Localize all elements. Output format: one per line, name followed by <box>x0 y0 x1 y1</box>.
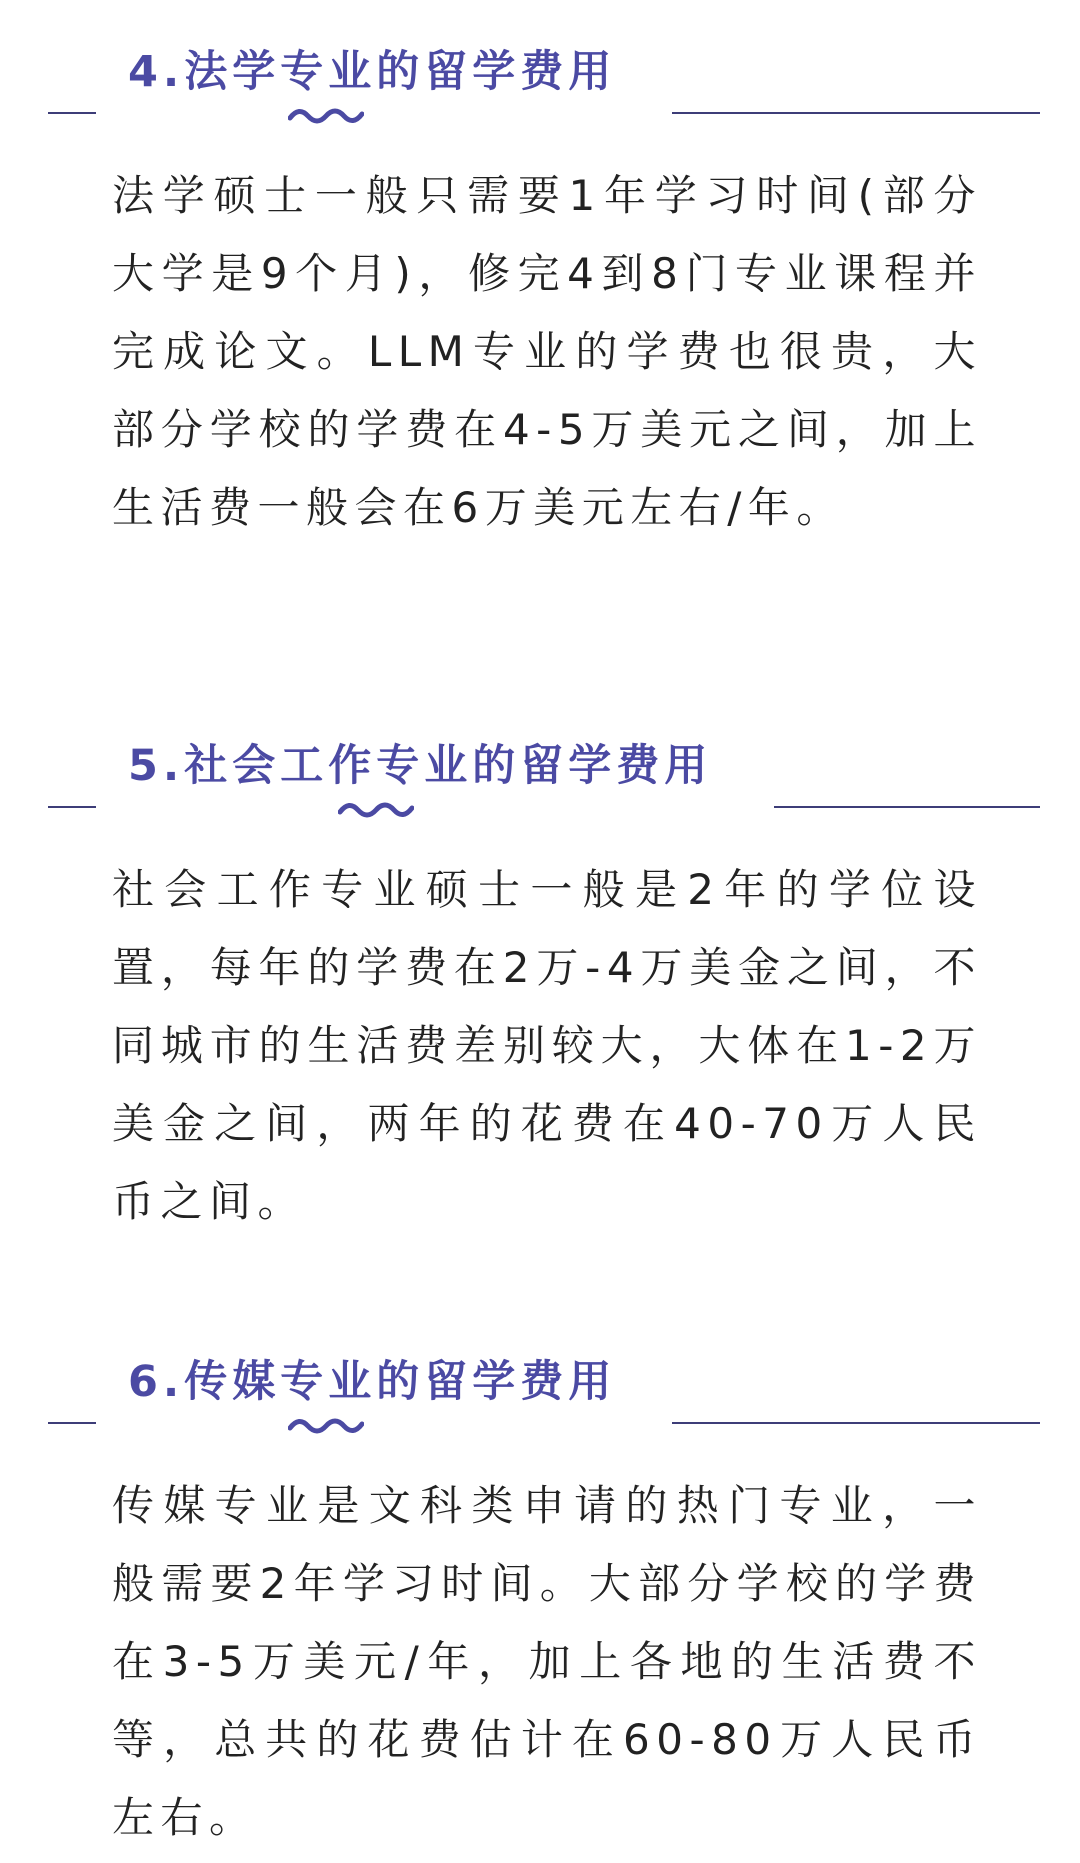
heading-rule-left <box>48 806 96 808</box>
heading-rule-right <box>774 806 1040 808</box>
wave-icon <box>288 1414 364 1438</box>
section-heading <box>0 0 1080 130</box>
section-body: 社会工作专业硕士一般是2年的学位设置，每年的学费在2万-4万美金之间，不同城市的生活费差别较大，大体在1-2万美金之间，两年的花费在40-70万人民币之间。 <box>112 865 982 1226</box>
section-title: 5.社会工作专业的留学费用 <box>128 741 713 791</box>
wave-icon <box>338 798 414 822</box>
section-title: 6.传媒专业的留学费用 <box>128 1357 617 1407</box>
section-title: 4.法学专业的留学费用 <box>128 47 617 97</box>
section-heading <box>0 1310 1080 1440</box>
heading-rule-right <box>672 1422 1040 1424</box>
section-body: 传媒专业是文科类申请的热门专业，一般需要2年学习时间。大部分学校的学费在3-5万美元/年，加上各地的生活费不等，总共的花费估计在60-80万人民币左右。 <box>112 1481 982 1842</box>
section-heading <box>0 694 1080 824</box>
heading-rule-right <box>672 112 1040 114</box>
wave-icon <box>288 104 364 128</box>
heading-rule-left <box>48 112 96 114</box>
heading-rule-left <box>48 1422 96 1424</box>
section-body: 法学硕士一般只需要1年学习时间(部分大学是9个月)，修完4到8门专业课程并完成论文。LLM专业的学费也很贵，大部分学校的学费在4-5万美元之间，加上生活费一般会在6万美元左右/年。 <box>112 171 982 532</box>
